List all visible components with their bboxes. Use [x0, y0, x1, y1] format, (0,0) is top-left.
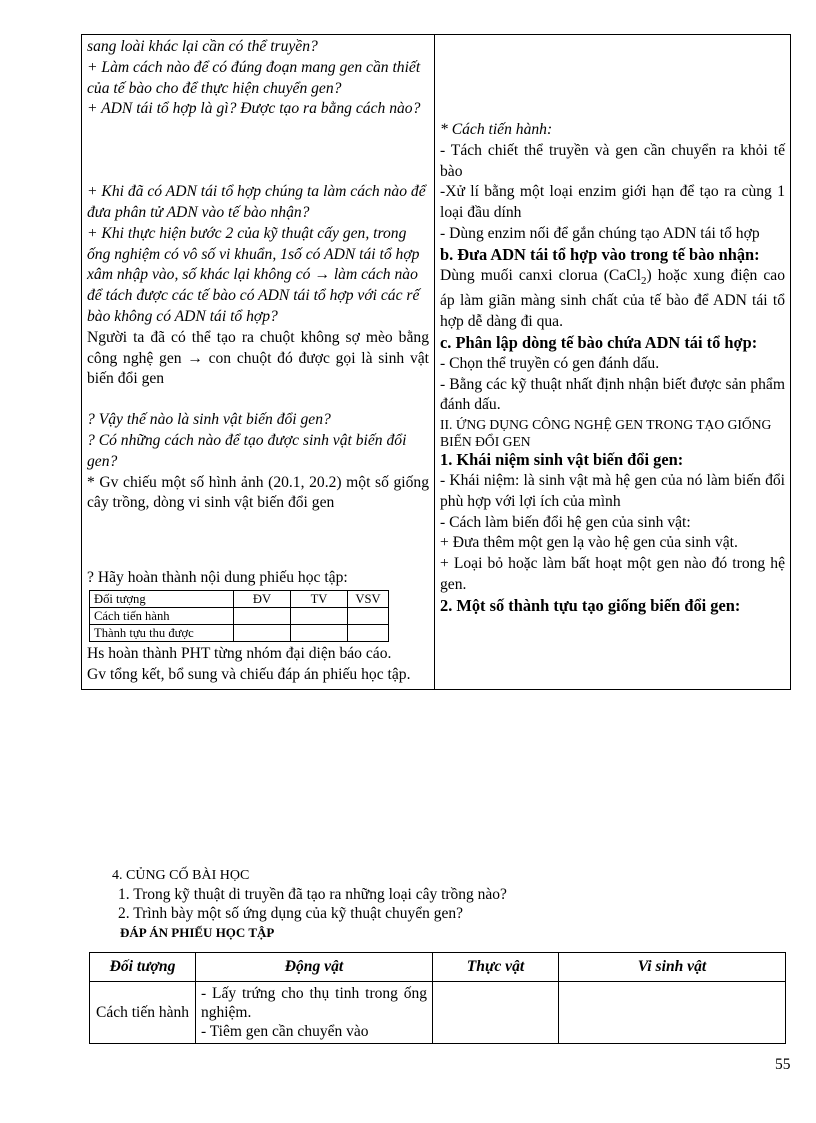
worksheet-header-microbe: VSV [348, 590, 389, 607]
answer-plant-cell [433, 982, 559, 1044]
section-ii-title: II. ỨNG DỤNG CÔNG NGHỆ GEN TRONG TẠO GIỐNG BIẾN ĐỔI GEN [440, 417, 772, 450]
question-separate-cells: + Khi thực hiện bước 2 của kỹ thuật cấy gen, trong ống nghiệm có vô số vi khuẩn, 1số có ADN tái tổ hợp xâm nhập vào, số khác lại không có → làm cách nào để tách được các tế bào có ADN tái tổ hợp với các rế bào không có ADN tái tổ hợp? [87, 224, 420, 325]
answer-microbe-cell [559, 982, 786, 1044]
teacher-activity-column [82, 35, 435, 690]
question-recombinant-dna: + ADN tái tổ hợp là gì? Được tạo ra bằng cách nào? [87, 100, 421, 118]
introduce-dna-text: Dùng muối canxi clorua (CaCl$_2$) hoặc xung điện cao áp làm giãn màng sinh chất của tế bào để ADN tái tổ hợp dễ dàng đi qua. [440, 266, 785, 331]
procedure-step-2: -Xử lí bằng một loại enzim giới hạn để tạo ra cùng 1 loại đầu dính [440, 183, 785, 222]
isolate-step-2: - Bằng các kỹ thuật nhất định nhận biết được sản phẩm đánh dấu. [440, 375, 785, 414]
heading-gmo-achievements: 2. Một số thành tựu tạo giống biến đổi gen: [440, 595, 741, 615]
answer-row-label: Cách tiến hành [90, 982, 196, 1044]
heading-isolate-cells: c. Phân lập dòng tế bào chứa ADN tái tổ hợp: [440, 333, 758, 353]
heading-gmo-concept: 1. Khái niệm sinh vật biến đổi gen: [440, 450, 684, 470]
procedure-step-1: - Tách chiết thể truyền và gen cần chuyển ra khỏi tế bào [440, 141, 785, 180]
procedure-title: * Cách tiến hành: [440, 121, 553, 138]
gmo-methods-intro: - Cách làm biến đổi hệ gen của sinh vật: [440, 513, 691, 531]
worksheet-table [89, 590, 389, 642]
worksheet-header-plant: TV [291, 590, 348, 607]
question-gmo-methods: ? Có những cách nào để tạo được sinh vật biến đổi gen? [87, 431, 407, 470]
gmo-definition: - Khái niệm: là sinh vật mà hệ gen của nó làm biến đổi phù hợp với lợi ích của mình [440, 472, 785, 510]
content-column [435, 35, 791, 690]
question-carry-end: sang loài khác lại cần có thể truyền? [87, 38, 318, 55]
section-4-heading: 4. CỦNG CỐ BÀI HỌC [112, 868, 250, 883]
answer-header-animal: Động vật [196, 953, 433, 982]
answer-header-plant: Thực vật [433, 953, 559, 982]
answer-header-microbe: Vi sinh vật [559, 953, 786, 982]
isolate-step-1: - Chọn thể truyền có gen đánh dấu. [440, 354, 660, 372]
mouse-example-text: Người ta đã có thể tạo ra chuột không sợ mèo bằng công nghệ gen → con chuột đó được gọi là sinh vật biến đổi gen [87, 328, 429, 388]
procedure-step-3: - Dùng enzim nối để gắn chúng tạo ADN tái tổ hợp [440, 224, 760, 242]
lesson-table [81, 34, 791, 690]
answer-animal-cell [196, 982, 433, 1044]
review-question-1: 1. Trong kỹ thuật di truyền đã tạo ra những loại cây trồng nào? [118, 886, 507, 903]
worksheet-row-procedure: Cách tiến hành [90, 607, 234, 624]
gmo-method-2: + Loại bỏ hoặc làm bất hoạt một gen nào đó trong hệ gen. [440, 555, 785, 594]
worksheet-header-animal: ĐV [234, 590, 291, 607]
review-question-2: 2. Trình bày một số ứng dụng của kỹ thuật chuyển gen? [118, 905, 464, 922]
answer-sheet-title: ĐÁP ÁN PHIẾU HỌC TẬP [120, 925, 275, 940]
worksheet-question: ? Hãy hoàn thành nội dung phiếu học tập: [87, 569, 348, 587]
student-report-text: Hs hoàn thành PHT từng nhóm đại diện báo cáo. [87, 644, 392, 662]
page-number: 55 [775, 1056, 791, 1073]
teacher-summary-text: Gv tổng kết, bổ sung và chiếu đáp án phiếu học tập. [87, 665, 411, 683]
worksheet-header-object: Đối tượng [90, 590, 234, 607]
answer-table [89, 952, 786, 1044]
question-correct-gene: + Làm cách nào để có đúng đoạn mang gen cần thiết của tế bào cho để thực hiện chuyển gen? [87, 58, 421, 97]
heading-introduce-dna: b. Đưa ADN tái tổ hợp vào trong tế bào nhận: [440, 244, 760, 264]
answer-header-object: Đối tượng [90, 953, 196, 982]
gmo-method-1: + Đưa thêm một gen lạ vào hệ gen của sinh vật. [440, 534, 738, 552]
teacher-show-images: * Gv chiếu một số hình ảnh (20.1, 20.2) một số giống cây trồng, dòng vi sinh vật biến đổi gen [87, 473, 429, 512]
answer-animal-line-2: - Tiêm gen cần chuyển vào [201, 1023, 369, 1040]
answer-animal-line-1: - Lấy trứng cho thụ tinh trong ống nghiệm. [201, 985, 427, 1021]
question-introduce-dna: + Khi đã có ADN tái tổ hợp chúng ta làm cách nào để đưa phân tử ADN vào tế bào nhận? [87, 183, 426, 221]
section-4 [112, 866, 792, 942]
worksheet-row-achievements: Thành tựu thu được [90, 624, 234, 641]
question-gmo-definition: ? Vậy thế nào là sinh vật biến đổi gen? [87, 411, 331, 429]
